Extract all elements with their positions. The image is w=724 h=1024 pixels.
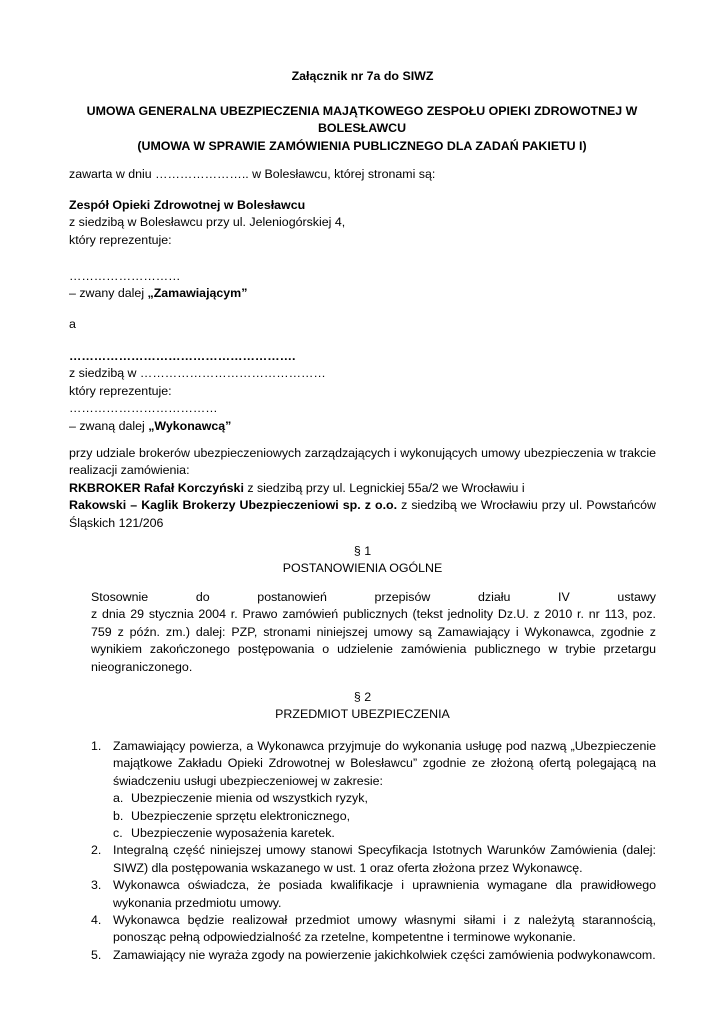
party-1-dots: ……………………… (69, 269, 181, 283)
party-2-seat: z siedzibą w ……………………………………… (69, 366, 326, 381)
brokers-paragraph (69, 445, 656, 532)
section-1-line-1: Stosownie do postanowień przepisów działu IV ustawy (91, 590, 656, 604)
party-1 (69, 197, 656, 249)
and-word: a (69, 317, 76, 331)
section-1-number: § 1 (353, 544, 372, 558)
party-1-represented: który reprezentuje: (69, 232, 172, 247)
party-1-signatory (69, 268, 656, 303)
brokers-intro: przy udziale brokerów ubezpieczeniowych zarządzających i wykonujących umowy ubezpieczenia w trakcie realizacji zamówienia: (69, 446, 656, 478)
section-1-rest: z dnia 29 stycznia 2004 r. Prawo zamówień publicznych (tekst jednolity Dz.U. z 2010 r. nr 113, poz. 759 z późn. zm.) dalej: PZP, stronami niniejszej umowy są Zamawiający i Wykonawca, zgodnie z wynikiem zakończonego postępowania o udzielenie zamówienia publicznego w trybie przetargu nieograniczonego. (91, 607, 656, 674)
party-2-name-dots: ………………………………………………. (69, 349, 296, 363)
broker-2-name: Rakowski – Kaglik Brokerzy Ubezpieczeniowi sp. z o.o. (69, 498, 398, 513)
title-line-2: (UMOWA W SPRAWIE ZAMÓWIENIA PUBLICZNEGO DLA ZADAŃ PAKIETU I) (137, 138, 587, 153)
party-2 (69, 348, 656, 435)
section-1-heading: POSTANOWIENIA OGÓLNE (282, 561, 443, 576)
broker-1-name: RKBROKER Rafał Korczyński (69, 480, 244, 495)
list-item: 1. Zamawiający powierza, a Wykonawca przyjmuje do wykonania usługę pod nazwą „Ubezpieczenie majątkowe Zakładu Opieki Zdrowotnej w Bolesławcu” zgodnie ze złożoną ofertą polegającą na świadczeniu usługi ubezpieczeniowej w zakresie: a. Ubezpieczenie mienia od wszystkich ryzyk, b. Ubezpieczenie sprzętu elektronicznego, c. Ubezpieczenie wyposażenia karetek. (91, 738, 656, 842)
list-item: 5. Zamawiający nie wyraża zgody na powierzenie jakichkolwiek części zamówienia podwykonawcom. (91, 947, 656, 962)
sub-list-item: a. Ubezpieczenie mienia od wszystkich ryzyk, (113, 791, 368, 806)
section-2-heading: PRZEDMIOT UBEZPIECZENIA (275, 707, 450, 722)
party-2-represented: który reprezentuje: (69, 383, 172, 398)
party-1-seat: z siedzibą w Bolesławcu przy ul. Jeleniogórskiej 4, (69, 215, 346, 230)
party-1-name: Zespół Opieki Zdrowotnej w Bolesławcu (69, 198, 306, 212)
section-1-header (69, 543, 656, 578)
sub-list-item: c. Ubezpieczenie wyposażenia karetek. (113, 826, 335, 841)
section-1-body (91, 589, 656, 676)
list-item: 2. Integralną część niniejszej umowy stanowi Specyfikacja Istotnych Warunków Zamówienia (dalej: SIWZ) dla postępowania wskazanego w ust. 1 oraz oferta złożona przez Wykonawcę. (91, 843, 656, 875)
party-2-called: – zwaną dalej „Wykonawcą” (69, 418, 232, 433)
section-2-number: § 2 (353, 690, 372, 704)
party-2-dots: ……………………………… (69, 401, 218, 416)
annex-label: Załącznik nr 7a do SIWZ (291, 69, 434, 83)
list-item: 3. Wykonawca oświadcza, że posiada kwalifikacje i uprawnienia wymagane dla prawidłowego wykonania przedmiotu umowy. (91, 878, 656, 910)
party-1-role: „Zamawiającym” (147, 286, 248, 301)
broker-2: Rakowski – Kaglik Brokerzy Ubezpieczeniowi sp. z o.o. z siedzibą we Wrocławiu przy ul. Powstańców Śląskich 121/206 (69, 498, 656, 530)
broker-1: RKBROKER Rafał Korczyński z siedzibą przy ul. Legnickiej 55a/2 we Wrocławiu i (69, 480, 525, 495)
party-2-role: „Wykonawcą” (148, 418, 232, 433)
party-1-called: – zwany dalej „Zamawiającym” (69, 286, 248, 301)
document-title (50, 103, 674, 155)
title-line-1: UMOWA GENERALNA UBEZPIECZENIA MAJĄTKOWEGO ZESPOŁU OPIEKI ZDROWOTNEJ W BOLESŁAWCU (86, 104, 638, 136)
concluded-line: zawarta w dniu ………………….. w Bolesławcu, której stronami są: (69, 167, 436, 181)
sub-list-item: b. Ubezpieczenie sprzętu elektronicznego, (113, 808, 351, 823)
list-item: 4. Wykonawca będzie realizował przedmiot umowy własnymi siłami i z należytą starannością, ponosząc pełną odpowiedzialność za rzetelne, kompetentne i terminowe wykonanie. (91, 913, 656, 945)
section-2-header (69, 689, 656, 724)
section-2-list (91, 738, 656, 964)
